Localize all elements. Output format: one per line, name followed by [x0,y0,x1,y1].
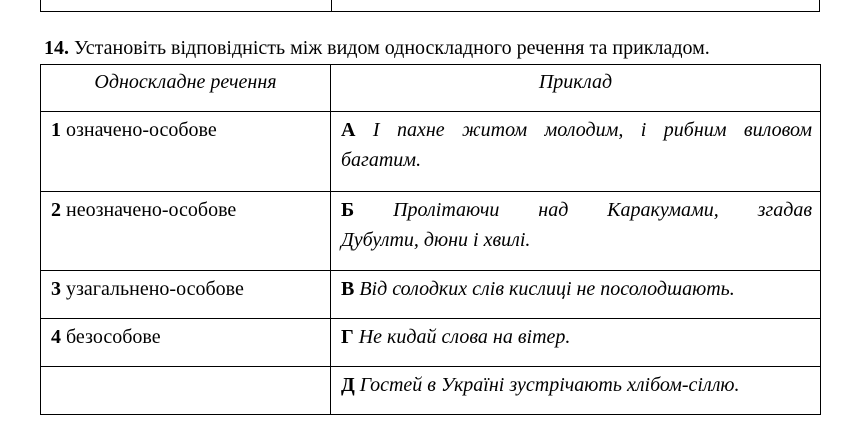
example-line-2: багатим. [341,149,422,171]
example-cell [331,319,821,367]
sentence-type-cell [41,192,331,271]
example-letter: Д [341,374,355,396]
previous-table-divider [331,0,332,11]
example-letter: В [341,278,355,300]
type-label: неозначено-особове [66,199,237,221]
matching-table [40,64,821,415]
header-sentence-type: Односкладне речення [41,65,331,112]
type-number: 3 [51,278,61,300]
example-text: Гостей в Україні зустрічають хлібом-сіллю. [359,374,740,396]
table-row [41,192,821,271]
question-number: 14. [44,37,69,59]
previous-table-bottom [40,0,820,12]
example-letter: А [341,119,356,141]
table-row [41,367,821,415]
example-cell [331,192,821,271]
example-line-1 [341,195,812,225]
example-letter: Г [341,326,354,348]
table-row [41,271,821,319]
question-heading [44,36,710,60]
sentence-type-cell [41,319,331,367]
example-cell [331,367,821,415]
sentence-type-cell [41,367,331,415]
example-cell [331,271,821,319]
type-number: 2 [51,199,61,221]
type-label: узагальнено-особове [66,278,244,300]
table-header-row [41,65,821,112]
example-text: І пахне житом молодим, і рибним виловом [372,119,812,141]
question-text: Установіть відповідність між видом односкладного речення та прикладом. [74,37,710,59]
example-letter: Б [341,199,355,221]
example-text: Не кидай слова на вітер. [358,326,571,348]
example-text: Від солодких слів кислиці не посолодшають. [359,278,735,300]
table-row [41,319,821,367]
sentence-type-cell [41,271,331,319]
sentence-type-cell [41,112,331,192]
type-number: 4 [51,326,61,348]
example-line-2: Дубулти, дюни і хвилі. [341,229,531,251]
type-label: безособове [66,326,161,348]
table-row [41,112,821,192]
header-example: Приклад [331,65,821,112]
example-text: Пролітаючи над Каракумами, згадав [393,199,812,221]
type-number: 1 [51,119,61,141]
type-label: означено-особове [66,119,217,141]
example-line-1 [341,115,812,145]
example-cell [331,112,821,192]
